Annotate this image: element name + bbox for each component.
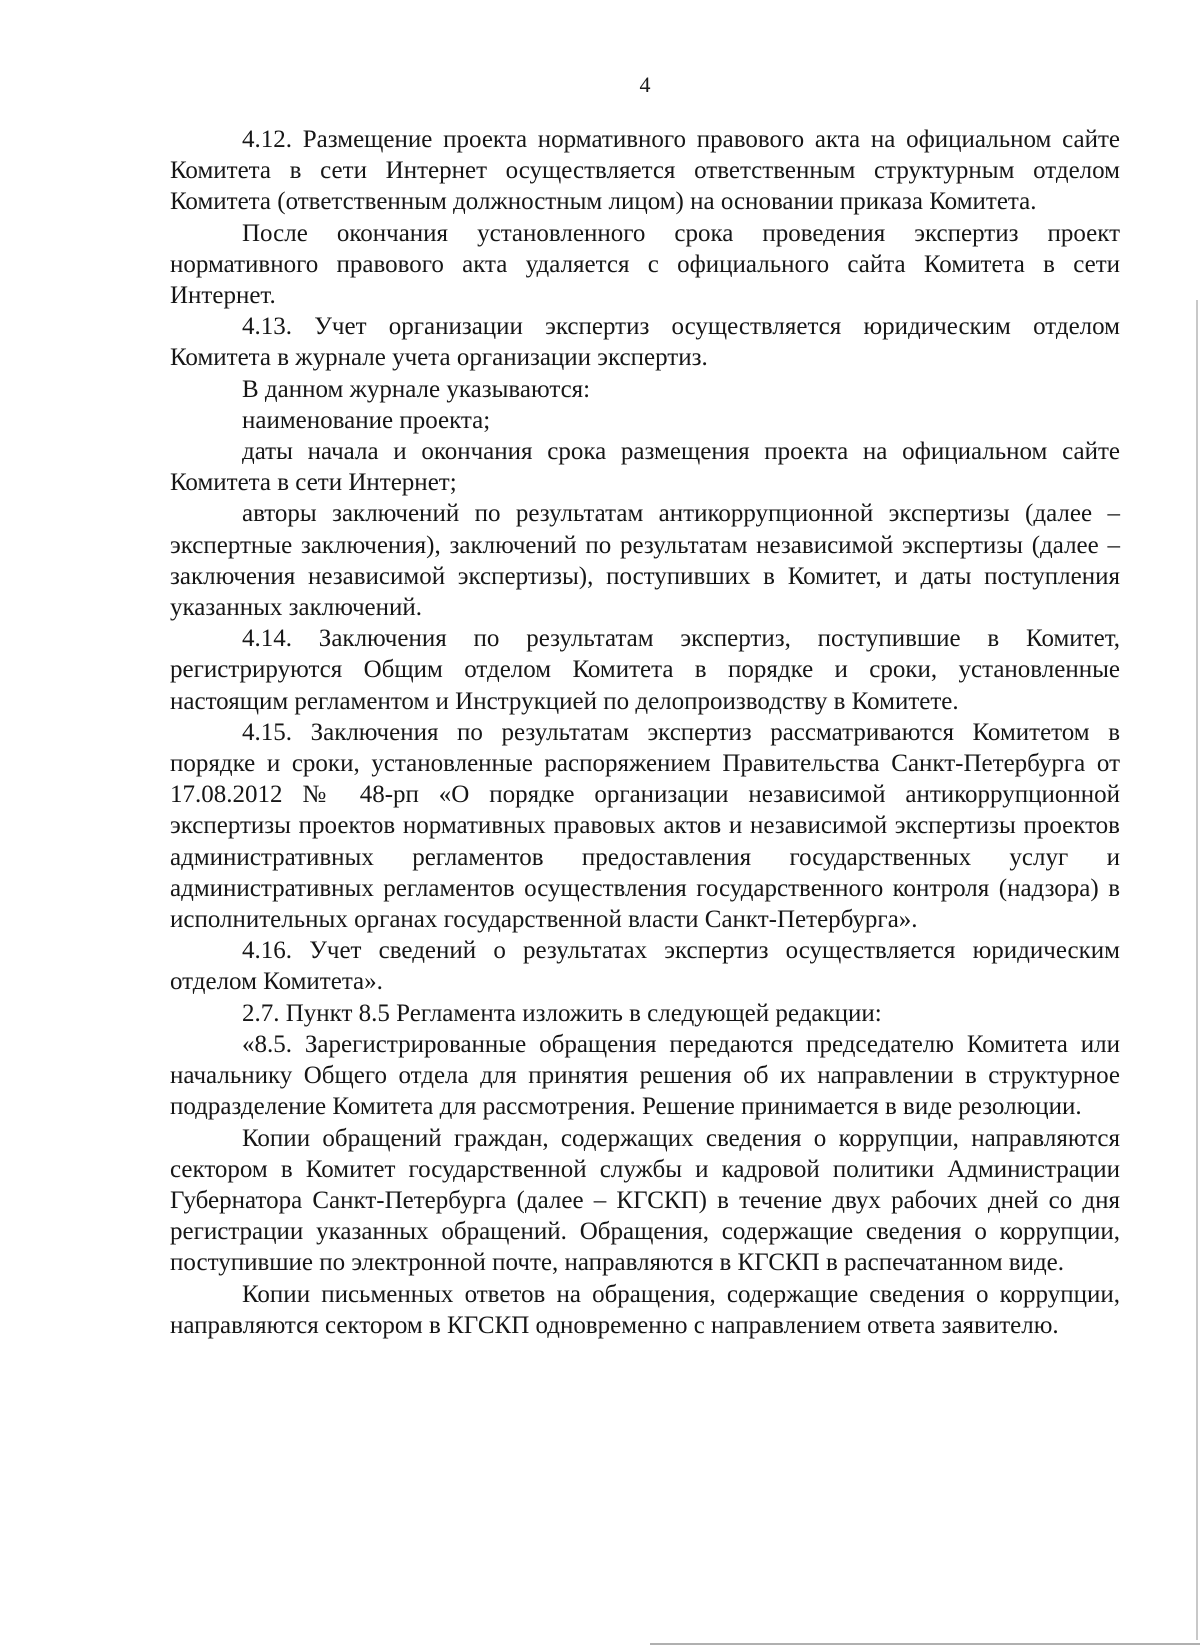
document-body [170, 124, 1120, 1341]
paragraph-corruption-copies: Копии обращений граждан, содержащих сведения о коррупции, направляются сектором в Комитет государственной службы и кадровой политики Администрации Губернатора Санкт-Петербурга (далее – КГСКП) в течение двух рабочих дней со дня регистрации указанных обращений. Обращения, содержащие сведения о коррупции, поступившие по электронной почте, направляются в КГСКП в распечатанном виде. [170, 1124, 1120, 1277]
paragraph-journal-item-authors: авторы заключений по результатам антикоррупционной экспертизы (далее – экспертные заключения), заключений по результатам независимой экспертизы (далее – заключения независимой экспертизы), поступивших в Комитет, и даты поступления указанных заключений. [170, 500, 1120, 622]
scan-edge-bottom [650, 1643, 1200, 1645]
scan-edge-right [1196, 300, 1198, 1640]
paragraph-journal-intro: В данном журнале указываются: [242, 375, 591, 403]
paragraph-journal-item-name: наименование проекта; [242, 406, 491, 434]
paragraph-4-15: 4.15. Заключения по результатам экспертиз рассматриваются Комитетом в порядке и сроки, установленные распоряжением Правительства Санкт-Петербурга от 17.08.2012 № 48-рп «О порядке организации независимой антикоррупционной экспертизы проектов нормативных правовых актов и независимой экспертизы проектов административных регламентов предоставления государственных услуг и административных регламентов осуществления государственного контроля (надзора) в исполнительных органах государственной власти Санкт-Петербурга». [170, 718, 1120, 934]
paragraph-4-16: 4.16. Учет сведений о результатах экспертиз осуществляется юридическим отделом Комитета». [170, 937, 1120, 996]
paragraph-answer-copies: Копии письменных ответов на обращения, содержащие сведения о коррупции, направляются сектором в КГСКП одновременно с направлением ответа заявителю. [170, 1280, 1120, 1339]
paragraph-journal-item-dates: даты начала и окончания срока размещения проекта на официальном сайте Комитета в сети Интернет; [170, 438, 1120, 497]
paragraph-4-12: 4.12. Размещение проекта нормативного правового акта на официальном сайте Комитета в сети Интернет осуществляется ответственным структурным отделом Комитета (ответственным должностным лицом) на основании приказа Комитета. [170, 126, 1120, 216]
paragraph-4-14: 4.14. Заключения по результатам экспертиз, поступившие в Комитет, регистрируются Общим отделом Комитета в порядке и сроки, установленные настоящим регламентом и Инструкцией по делопроизводству в Комитете. [170, 625, 1120, 715]
paragraph-4-13: 4.13. Учет организации экспертиз осуществляется юридическим отделом Комитета в журнале учета организации экспертиз. [170, 313, 1120, 372]
page-number: 4 [639, 72, 651, 97]
paragraph-8-5: «8.5. Зарегистрированные обращения передаются председателю Комитета или начальнику Общего отдела для принятия решения об их направлении в структурное подразделение Комитета для рассмотрения. Решение принимается в виде резолюции. [170, 1030, 1120, 1121]
paragraph-after-expiry: После окончания установленного срока проведения экспертиз проект нормативного правового акта удаляется с официального сайта Комитета в сети Интернет. [170, 219, 1120, 310]
paragraph-2-7: 2.7. Пункт 8.5 Регламента изложить в следующей редакции: [242, 999, 882, 1027]
